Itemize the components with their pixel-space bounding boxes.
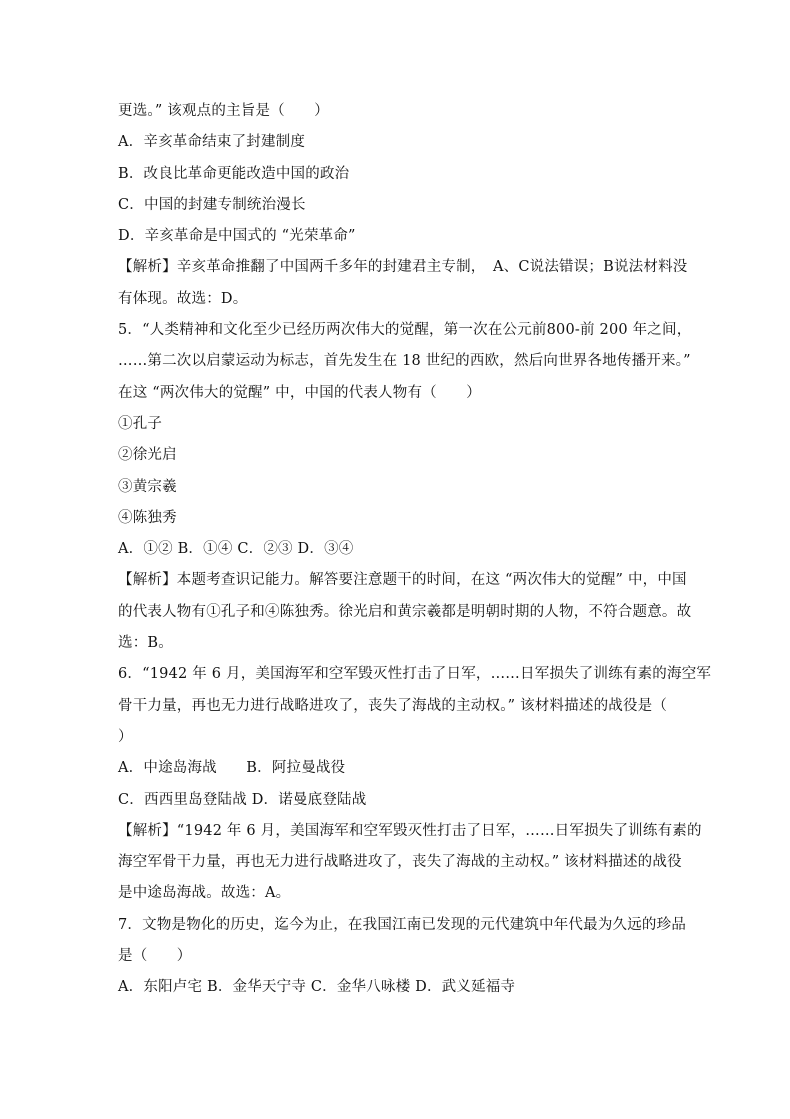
answer-options: A．中途岛海战 B．阿拉曼战役 — [118, 760, 346, 777]
list-item: ④陈独秀 — [118, 509, 177, 526]
answer-options: C．西西里岛登陆战 D．诺曼底登陆战 — [118, 791, 367, 808]
analysis-text: 是中途岛海战。故选：A。 — [118, 885, 291, 902]
question-text: 7．文物是物化的历史，迄今为止，在我国江南已发现的元代建筑中年代最为久远的珍品 — [118, 916, 687, 933]
answer-option: D．辛亥革命是中国式的 “光荣革命” — [118, 228, 356, 245]
answer-option: A．辛亥革命结束了封建制度 — [118, 134, 306, 151]
question-text: ） — [118, 728, 133, 745]
question-text: ……第二次以启蒙运动为标志，首先发生在 18 世纪的西欧，然后向世界各地传播开来。” — [118, 353, 691, 370]
question-text: 6．“1942 年 6 月，美国海军和空军毁灭性打击了日军，……日军损失了训练有素的海空军 — [118, 666, 712, 683]
answer-option: C．中国的封建专制统治漫长 — [118, 196, 306, 213]
analysis-text: 选：B。 — [118, 635, 173, 652]
question-text: 骨干力量，再也无力进行战略进攻了，丧失了海战的主动权。” 该材料描述的战役是（ — [118, 697, 668, 714]
list-item: ②徐光启 — [118, 447, 177, 464]
answer-options: A．东阳卢宅 B．金华天宁寺 C．金华八咏楼 D．武义延福寺 — [118, 979, 516, 996]
answer-option: B．改良比革命更能改造中国的政治 — [118, 165, 350, 182]
analysis-text: 【解析】辛亥革命推翻了中国两千多年的封建君主专制， A、C说法错误；B说法材料没 — [118, 259, 688, 276]
list-item: ①孔子 — [118, 415, 163, 432]
question-text: 在这 “两次伟大的觉醒” 中，中国的代表人物有（ ） — [118, 384, 481, 401]
analysis-text: 【解析】本题考查识记能力。解答要注意题干的时间，在这 “两次伟大的觉醒” 中，中国 — [118, 572, 687, 589]
list-item: ③黄宗羲 — [118, 478, 177, 495]
analysis-text: 【解析】“1942 年 6 月，美国海军和空军毁灭性打击了日军，……日军损失了训练有素的 — [118, 822, 702, 839]
document-page — [118, 96, 712, 1004]
analysis-text: 海空军骨干力量，再也无力进行战略进攻了，丧失了海战的主动权。” 该材料描述的战役 — [118, 854, 682, 871]
text-line: 更选。” 该观点的主旨是（ ） — [118, 103, 329, 119]
analysis-text: 有体现。故选：D。 — [118, 290, 248, 307]
analysis-text: 的代表人物有①孔子和④陈独秀。徐光启和黄宗羲都是明朝时期的人物，不符合题意。故 — [118, 603, 692, 620]
question-text: 是（ ） — [118, 948, 192, 965]
question-text: 5．“人类精神和文化至少已经历两次伟大的觉醒，第一次在公元前800-前 200 年之间， — [118, 322, 692, 339]
answer-options: A．①② B．①④ C．②③ D．③④ — [118, 541, 354, 558]
